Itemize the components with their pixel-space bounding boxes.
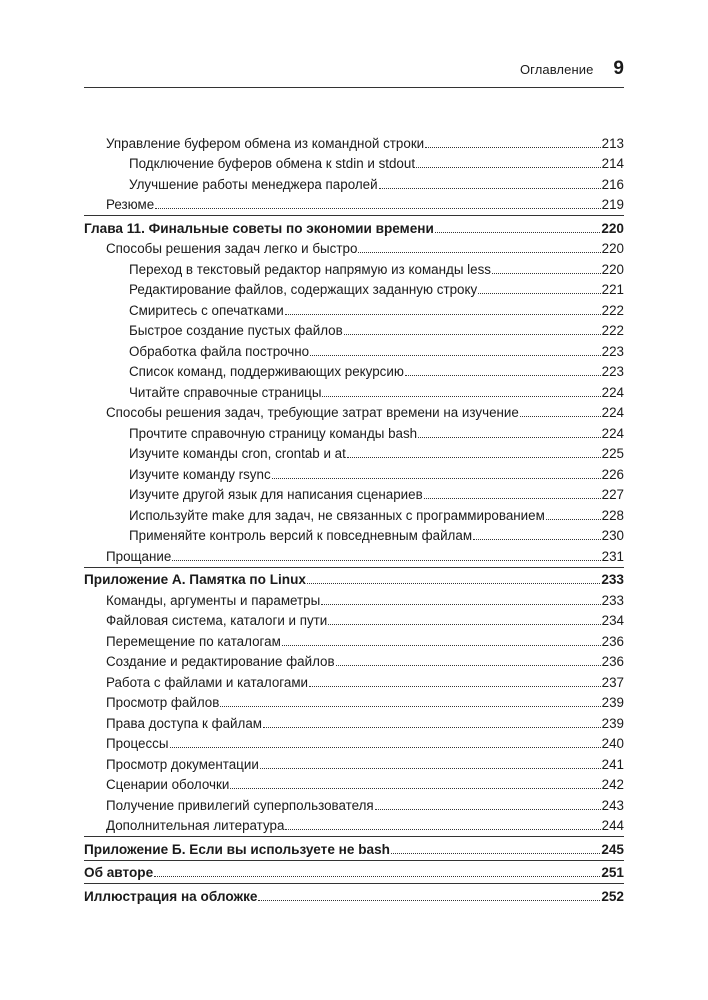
dot-leader (379, 188, 601, 189)
dot-leader (425, 147, 600, 148)
dot-leader (546, 519, 601, 520)
toc-entry-page: 224 (601, 384, 624, 400)
dot-leader (282, 645, 601, 646)
toc-entry-page: 231 (601, 548, 624, 564)
toc-entry-page: 239 (601, 715, 624, 731)
dot-leader (170, 747, 601, 748)
toc-entry-page: 245 (601, 841, 624, 857)
toc-entry-page: 243 (601, 797, 624, 813)
toc-entry (84, 752, 624, 773)
toc-entry-title: Подключение буферов обмена к stdin и stdout (129, 156, 416, 171)
dot-leader (347, 457, 601, 458)
toc-entry-title: Применяйте контроль версий к повседневным файлам (129, 528, 473, 543)
toc-entry-page: 221 (601, 282, 624, 297)
header-rule (84, 87, 624, 88)
dot-leader (230, 788, 600, 789)
dot-leader (520, 416, 601, 417)
dot-leader (263, 727, 601, 728)
toc-entry (84, 544, 624, 565)
dot-leader (322, 396, 600, 397)
toc-entry-page: 244 (601, 818, 624, 833)
toc-entry-title: Используйте make для задач, не связанных с программированием (129, 507, 545, 523)
dot-leader (155, 208, 600, 209)
toc-entry-page: 242 (601, 777, 624, 792)
toc-entry (84, 298, 624, 319)
toc-entry-title: Быстрое создание пустых файлов (129, 323, 343, 338)
toc-entry-page: 230 (601, 528, 624, 543)
table-of-contents (84, 131, 624, 905)
toc-entry (84, 462, 624, 483)
toc-entry-title: Прочтите справочную страницу команды bash (129, 425, 418, 441)
running-title: Оглавление (519, 62, 594, 77)
dot-leader (285, 829, 600, 830)
toc-entry-title: Переход в текстовый редактор напрямую из команды less (129, 261, 491, 277)
dot-leader (478, 293, 600, 294)
dot-leader (358, 252, 600, 253)
toc-entry-page: 216 (601, 176, 624, 192)
dot-leader (336, 665, 601, 666)
toc-entry (84, 257, 624, 278)
toc-entry (84, 524, 624, 545)
toc-entry (84, 814, 624, 835)
dot-leader (285, 314, 601, 315)
toc-entry-title: Способы решения задач, требующие затрат времени на изучение (106, 405, 519, 420)
toc-entry-page: 239 (601, 695, 624, 710)
toc-entry-title: Создание и редактирование файлов (106, 654, 335, 669)
toc-entry-page: 240 (601, 736, 624, 751)
toc-entry (84, 670, 624, 691)
toc-entry (84, 193, 624, 214)
toc-entry-title: Резюме (106, 197, 155, 212)
toc-entry-page: 224 (601, 405, 624, 420)
toc-entry-title: Глава 11. Финальные советы по экономии времени (84, 220, 434, 236)
toc-entry-page: 213 (601, 135, 624, 151)
toc-entry-title: Приложение Б. Если вы используете не bash (84, 841, 390, 857)
dot-leader (473, 539, 601, 540)
toc-entry-title: Прощание (106, 548, 172, 564)
toc-entry-title: Способы решения задач легко и быстро (106, 241, 358, 256)
toc-entry-title: Изучите другой язык для написания сценариев (129, 487, 423, 502)
dot-leader (272, 478, 601, 479)
toc-entry (84, 319, 624, 340)
toc-entry-page: 252 (601, 888, 624, 904)
toc-entry-title: Список команд, поддерживающих рекурсию (129, 364, 404, 379)
dot-leader (391, 853, 600, 854)
toc-chapter-entry (84, 861, 624, 882)
toc-entry-page: 234 (601, 613, 624, 628)
dot-leader (260, 768, 601, 769)
toc-entry-title: Изучите команды cron, crontab и at (129, 446, 346, 461)
toc-chapter-entry (84, 837, 624, 858)
toc-entry (84, 588, 624, 609)
toc-entry (84, 442, 624, 463)
dot-leader (424, 498, 601, 499)
toc-entry (84, 401, 624, 422)
toc-entry-title: Читайте справочные страницы (129, 384, 322, 400)
toc-entry (84, 793, 624, 814)
dot-leader (416, 167, 601, 168)
toc-entry (84, 609, 624, 630)
toc-entry-title: Перемещение по каталогам (106, 633, 281, 649)
toc-entry-page: 220 (601, 241, 624, 256)
toc-entry-title: Права доступа к файлам (106, 715, 262, 731)
toc-entry (84, 711, 624, 732)
toc-entry (84, 503, 624, 524)
dot-leader (435, 232, 600, 233)
dot-leader (154, 876, 600, 877)
toc-entry-page: 223 (601, 343, 624, 359)
toc-entry-page: 236 (601, 654, 624, 669)
dot-leader (375, 809, 601, 810)
toc-entry-page: 233 (601, 592, 624, 608)
dot-leader (310, 355, 601, 356)
toc-chapter-entry (84, 216, 624, 237)
toc-entry (84, 360, 624, 381)
toc-entry-title: Файловая система, каталоги и пути (106, 613, 328, 628)
toc-entry (84, 339, 624, 360)
toc-entry-page: 214 (601, 156, 624, 171)
dot-leader (220, 706, 600, 707)
toc-entry-page: 227 (601, 487, 624, 502)
toc-entry (84, 732, 624, 753)
toc-entry (84, 131, 624, 152)
dot-leader (307, 583, 600, 584)
toc-entry-title: Процессы (106, 736, 169, 751)
toc-entry (84, 650, 624, 671)
toc-entry-title: Улучшение работы менеджера паролей (129, 176, 378, 192)
toc-entry-title: Смиритесь с опечатками (129, 302, 284, 318)
toc-entry-page: 226 (601, 466, 624, 482)
toc-entry-title: Приложение А. Памятка по Linux (84, 572, 306, 587)
toc-entry-title: Изучите команду rsync (129, 466, 271, 482)
toc-entry-page: 222 (601, 323, 624, 338)
dot-leader (344, 334, 601, 335)
toc-chapter-entry (84, 568, 624, 589)
page-number: 9 (613, 58, 624, 79)
toc-entry-page: 220 (601, 261, 624, 277)
toc-entry-title: Редактирование файлов, содержащих заданную строку (129, 282, 478, 297)
toc-entry (84, 421, 624, 442)
toc-entry-title: Иллюстрация на обложке (84, 888, 258, 904)
toc-entry (84, 773, 624, 794)
toc-entry-title: Обработка файла построчно (129, 343, 310, 359)
dot-leader (309, 686, 601, 687)
dot-leader (405, 375, 601, 376)
toc-entry (84, 691, 624, 712)
toc-entry-title: Работа с файлами и каталогами (106, 674, 309, 690)
dot-leader (418, 437, 601, 438)
toc-entry-page: 219 (601, 197, 624, 212)
toc-entry (84, 278, 624, 299)
toc-entry-page: 251 (601, 865, 624, 880)
toc-entry-title: Получение привилегий суперпользователя (106, 797, 374, 813)
toc-entry-title: Сценарии оболочки (106, 777, 230, 792)
toc-entry-title: Команды, аргументы и параметры (106, 592, 321, 608)
toc-entry-title: Просмотр файлов (106, 695, 220, 710)
dot-leader (258, 900, 600, 901)
toc-entry-page: 225 (601, 446, 624, 461)
toc-entry-page: 241 (601, 756, 624, 772)
toc-entry (84, 629, 624, 650)
toc-entry-page: 224 (601, 425, 624, 441)
dot-leader (172, 560, 600, 561)
toc-entry (84, 152, 624, 173)
toc-entry-title: Просмотр документации (106, 756, 259, 772)
toc-entry (84, 237, 624, 258)
dot-leader (328, 624, 600, 625)
toc-entry-page: 236 (601, 633, 624, 649)
toc-entry-page: 222 (601, 302, 624, 318)
toc-entry-title: Дополнительная литература (106, 818, 285, 833)
running-header (0, 58, 624, 80)
toc-entry-title: Управление буфером обмена из командной строки (106, 135, 425, 151)
toc-entry-page: 223 (601, 364, 624, 379)
toc-entry-page: 220 (601, 220, 624, 236)
toc-entry-page: 228 (601, 507, 624, 523)
toc-entry-page: 237 (601, 674, 624, 690)
dot-leader (492, 273, 601, 274)
toc-entry (84, 172, 624, 193)
dot-leader (321, 604, 600, 605)
toc-entry (84, 380, 624, 401)
toc-entry (84, 483, 624, 504)
toc-entry-page: 233 (601, 572, 624, 587)
toc-entry-title: Об авторе (84, 865, 154, 880)
toc-chapter-entry (84, 884, 624, 905)
